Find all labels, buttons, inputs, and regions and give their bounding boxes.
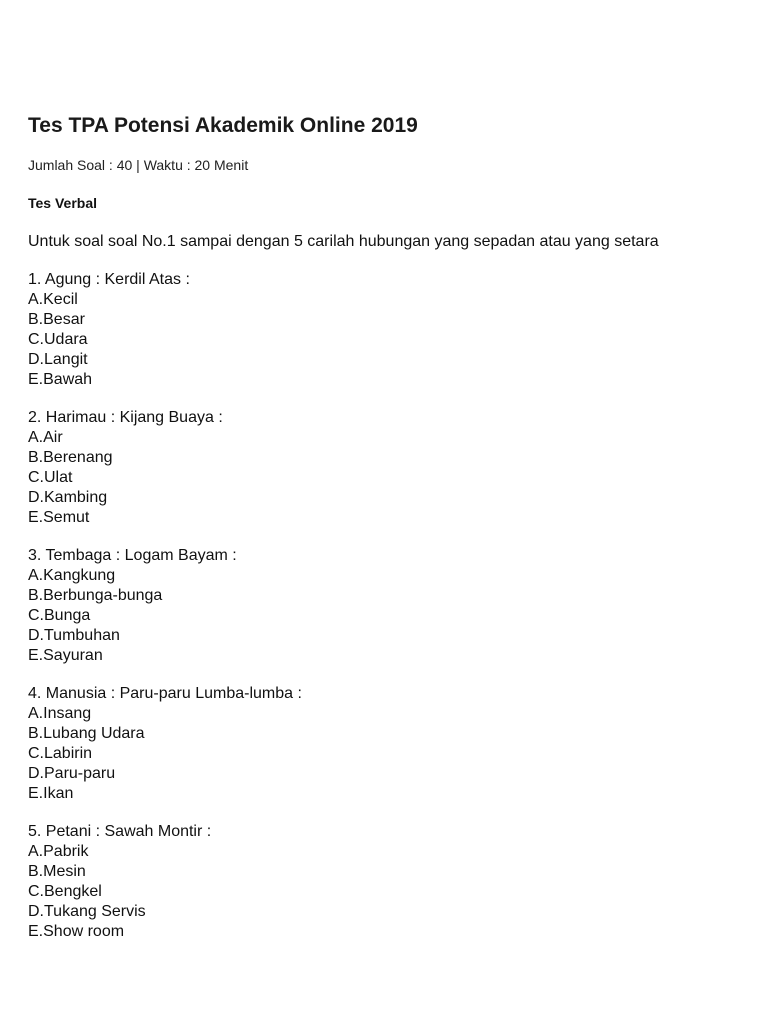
question-5 — [28, 822, 743, 942]
question-stem: 3. Tembaga : Logam Bayam : — [28, 547, 237, 564]
answer-option-c: C.Bengkel — [28, 883, 102, 900]
question-2 — [28, 408, 743, 528]
question-3 — [28, 546, 743, 666]
section-heading: Tes Verbal — [28, 195, 98, 211]
answer-option-c: C.Ulat — [28, 469, 73, 486]
answer-option-b: B.Berenang — [28, 449, 113, 466]
answer-option-d: D.Kambing — [28, 489, 108, 506]
answer-option-d: D.Tumbuhan — [28, 627, 120, 644]
question-1 — [28, 270, 743, 390]
answer-option-e: E.Show room — [28, 923, 125, 940]
answer-option-a: A.Insang — [28, 705, 92, 722]
answer-option-b: B.Mesin — [28, 863, 86, 880]
question-4 — [28, 684, 743, 804]
answer-option-a: A.Pabrik — [28, 843, 89, 860]
answer-option-b: B.Berbunga-bunga — [28, 587, 163, 604]
answer-option-b: B.Besar — [28, 311, 85, 328]
answer-option-b: B.Lubang Udara — [28, 725, 145, 742]
instructions: Untuk soal soal No.1 sampai dengan 5 carilah hubungan yang sepadan atau yang setara — [28, 233, 659, 250]
answer-option-c: C.Udara — [28, 331, 88, 348]
question-stem: 4. Manusia : Paru-paru Lumba-lumba : — [28, 685, 302, 702]
question-stem: 1. Agung : Kerdil Atas : — [28, 271, 190, 288]
answer-option-e: E.Ikan — [28, 785, 74, 802]
answer-option-a: A.Air — [28, 429, 63, 446]
document-page — [28, 112, 743, 942]
answer-option-d: D.Paru-paru — [28, 765, 116, 782]
answer-option-e: E.Semut — [28, 509, 90, 526]
answer-option-e: E.Bawah — [28, 371, 93, 388]
test-info: Jumlah Soal : 40 | Waktu : 20 Menit — [28, 157, 249, 173]
answer-option-c: C.Labirin — [28, 745, 93, 762]
answer-option-a: A.Kangkung — [28, 567, 116, 584]
answer-option-d: D.Langit — [28, 351, 88, 368]
answer-option-a: A.Kecil — [28, 291, 78, 308]
page-title: Tes TPA Potensi Akademik Online 2019 — [28, 114, 418, 137]
question-stem: 2. Harimau : Kijang Buaya : — [28, 409, 223, 426]
answer-option-e: E.Sayuran — [28, 647, 103, 664]
answer-option-d: D.Tukang Servis — [28, 903, 146, 920]
answer-option-c: C.Bunga — [28, 607, 91, 624]
question-stem: 5. Petani : Sawah Montir : — [28, 823, 212, 840]
